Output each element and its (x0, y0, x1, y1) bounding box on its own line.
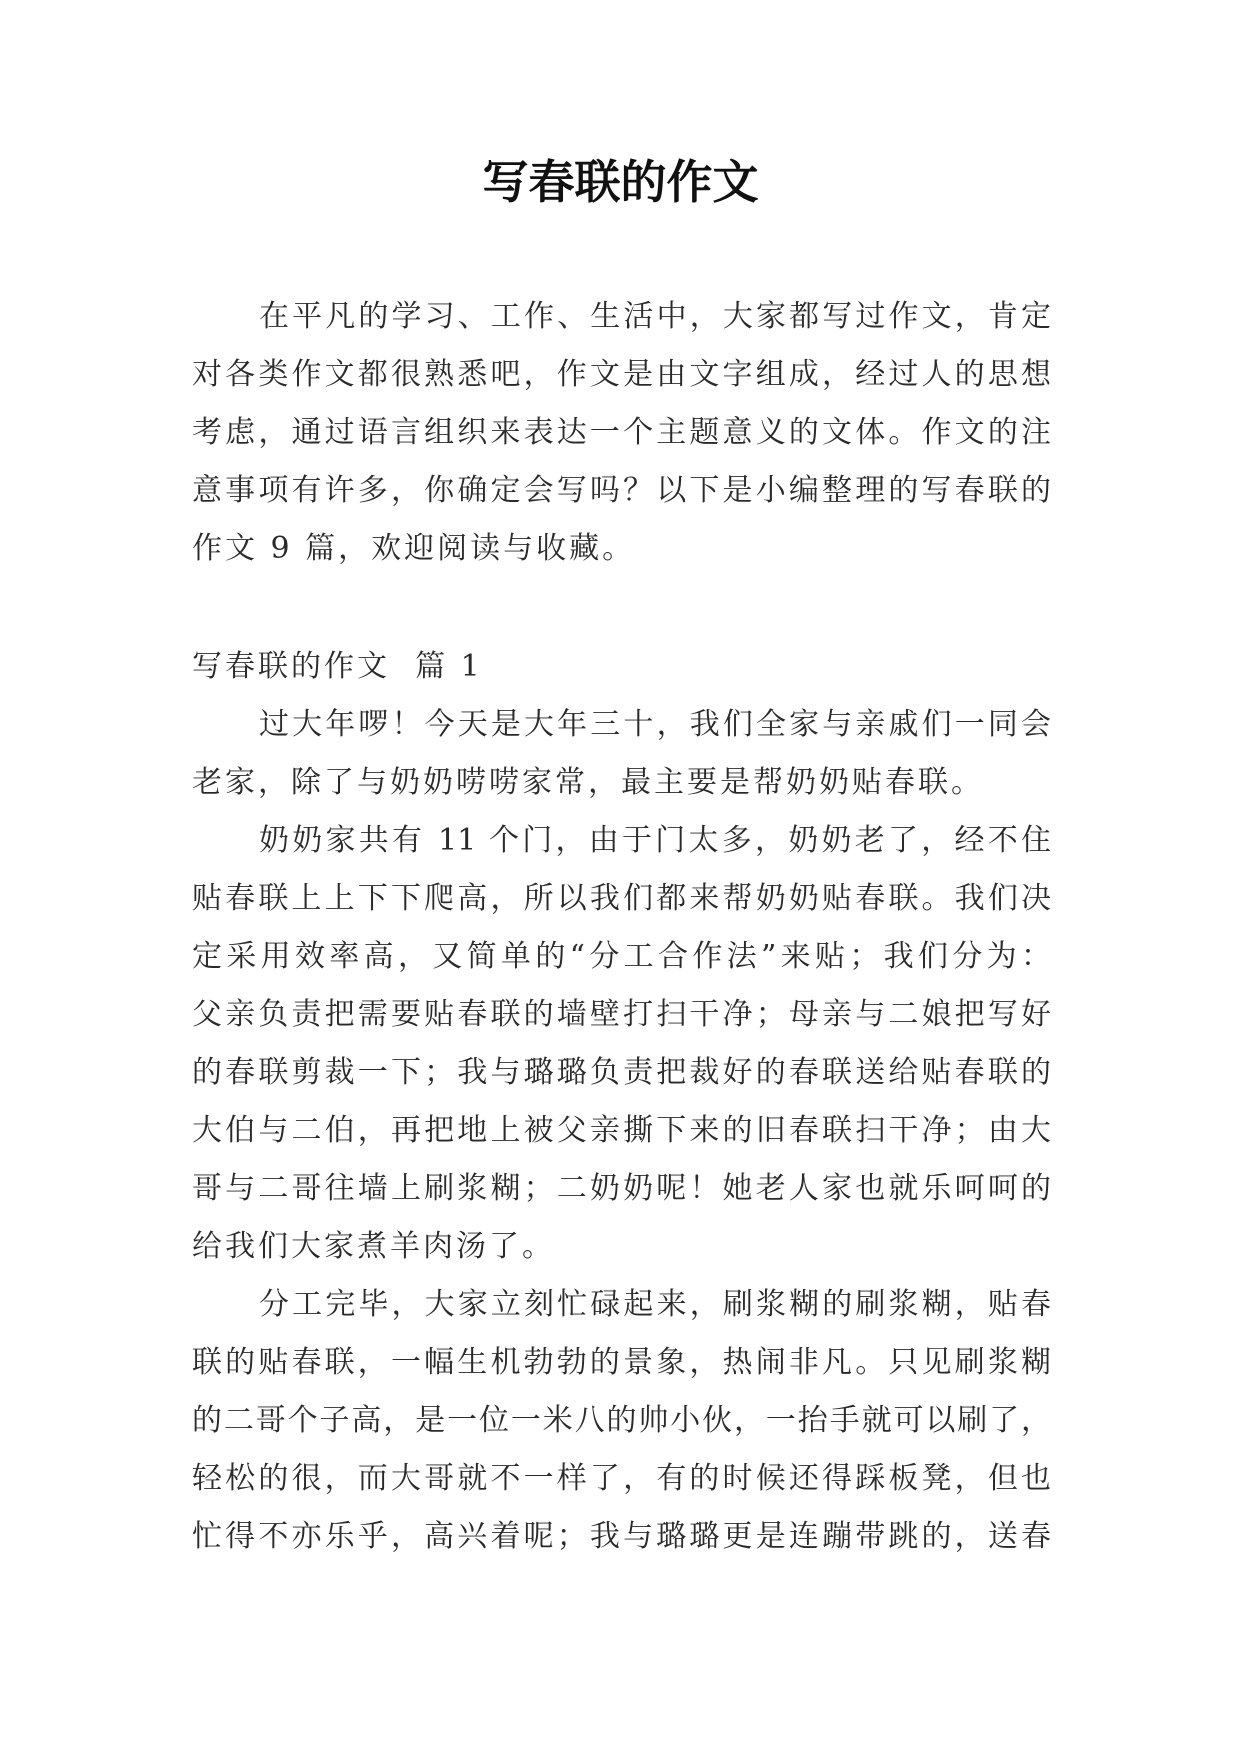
paragraph-line: 分工完毕，大家立刻忙碌起来，刷浆糊的刷浆糊，贴春 (259, 1287, 1051, 1322)
intro-paragraph (192, 288, 1051, 578)
paragraph-line: 定采用效率高，又简单的“分工合作法”来贴；我们分为： (192, 939, 1051, 974)
paragraph-line: 对各类作文都很熟悉吧，作文是由文字组成，经过人的思想 (192, 357, 1051, 392)
paragraph-line: 在平凡的学习、工作、生活中，大家都写过作文，肯定 (259, 299, 1051, 334)
document-title: 写春联的作文 (482, 155, 759, 209)
paragraph-3 (192, 1276, 1051, 1566)
paragraph-line: 大伯与二伯，再把地上被父亲撕下来的旧春联扫干净；由大 (192, 1113, 1051, 1148)
document-body (192, 288, 1051, 1566)
paragraph-line: 给我们大家煮羊肉汤了。 (192, 1229, 555, 1264)
paragraph-line: 奶奶家共有 11 个门，由于门太多，奶奶老了，经不住 (259, 823, 1051, 858)
paragraph-line: 的春联剪裁一下；我与璐璐负责把裁好的春联送给贴春联的 (192, 1055, 1051, 1090)
paragraph-1 (192, 696, 1051, 812)
paragraph-line: 联的贴春联，一幅生机勃勃的景象，热闹非凡。只见刷浆糊 (192, 1345, 1051, 1380)
paragraph-line: 作文 9 篇，欢迎阅读与收藏。 (192, 531, 636, 566)
paragraph-line: 考虑，通过语言组织来表达一个主题意义的文体。作文的注 (192, 415, 1051, 450)
paragraph-line: 的二哥个子高，是一位一米八的帅小伙，一抬手就可以刷了， (192, 1403, 1051, 1438)
paragraph-line: 老家，除了与奶奶唠唠家常，最主要是帮奶奶贴春联。 (192, 765, 984, 800)
paragraph-line: 哥与二哥往墙上刷浆糊；二奶奶呢！她老人家也就乐呵呵的 (192, 1171, 1051, 1206)
paragraph-line: 忙得不亦乐乎，高兴着呢；我与璐璐更是连蹦带跳的，送春 (192, 1519, 1051, 1554)
paragraph-line: 贴春联上上下下爬高，所以我们都来帮奶奶贴春联。我们决 (192, 881, 1051, 916)
paragraph-line: 意事项有许多，你确定会写吗？以下是小编整理的写春联的 (192, 473, 1051, 508)
section-heading: 写春联的作文 篇 1 (192, 649, 483, 684)
paragraph-line: 过大年啰！今天是大年三十，我们全家与亲戚们一同会 (259, 707, 1051, 742)
paragraph-line: 轻松的很，而大哥就不一样了，有的时候还得踩板凳，但也 (192, 1461, 1051, 1496)
paragraph-2 (192, 812, 1051, 1276)
paragraph-line: 父亲负责把需要贴春联的墙壁打扫干净；母亲与二娘把写好 (192, 997, 1051, 1032)
